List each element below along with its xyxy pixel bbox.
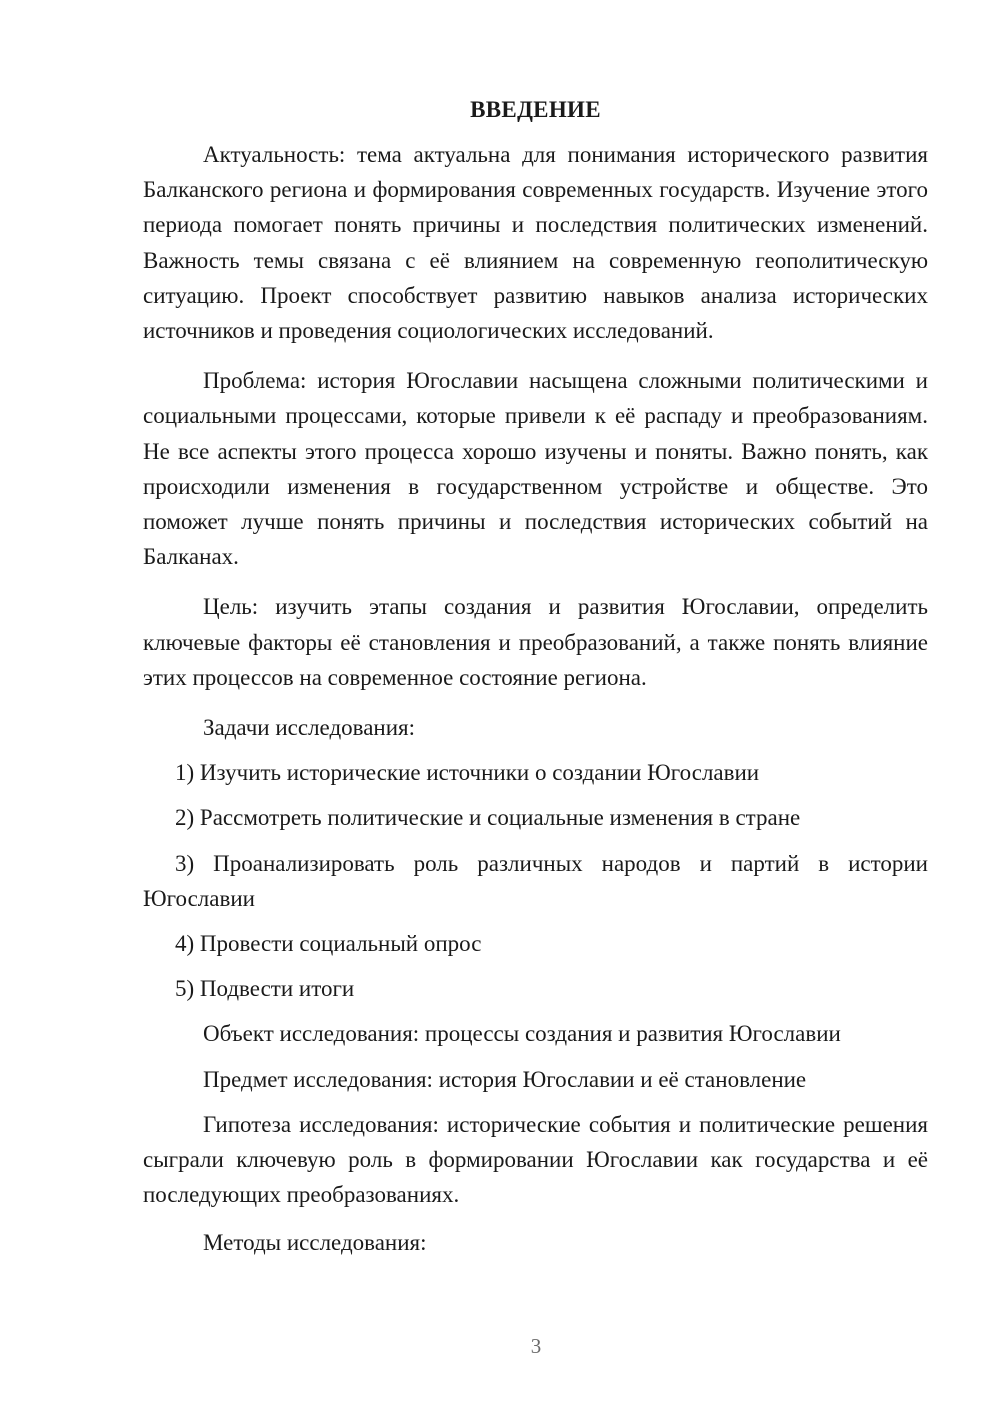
research-object: Объект исследования: процессы создания и развития Югославии [203,1021,841,1047]
hypothesis-paragraph: Гипотеза исследования: исторические события и политические решения сыграли ключевую роль в формировании Югославии как государства и её последующих преобразованиях. [143,1111,928,1208]
problem-paragraph: Проблема: история Югославии насыщена сложными политическими и социальными процессами, которые привели к её распаду и преобразованиям. Не все аспекты этого процесса хорошо изучены и поняты. Важно понять, как происходили изменения в государственном устройстве и обществе. Это поможет лучше понять причины и последствия исторических событий на Балканах. [143,368,928,570]
list-item: 1) Изучить исторические источники о создании Югославии [175,760,760,786]
page-title: ВВЕДЕНИЕ [470,97,601,122]
list-item: 5) Подвести итоги [175,976,355,1002]
page-number: 3 [530,1334,542,1358]
goal-paragraph: Цель: изучить этапы создания и развития Югославии, определить ключевые факторы её становления и преобразований, а также понять влияние этих процессов на современное состояние региона. [143,594,928,690]
tasks-title: Задачи исследования: [203,715,416,741]
methods-title: Методы исследования: [203,1230,427,1256]
list-item: 4) Провести социальный опрос [175,931,482,957]
tasks-list [143,755,928,1006]
list-item: 3) Проанализировать роль различных народов и партий в истории Югославии [143,850,928,911]
research-subject: Предмет исследования: история Югославии и её становление [203,1066,807,1092]
document-page [143,92,928,1271]
list-item: 2) Рассмотреть политические и социальные изменения в стране [175,805,801,831]
relevance-paragraph: Актуальность: тема актуальна для понимания исторического развития Балканского региона и формирования современных государств. Изучение этого периода помогает понять причины и последствия политических изменений. Важность темы связана с её влиянием на современную геополитическую ситуацию. Проект способствует развитию навыков анализа исторических источников и проведения социологических исследований. [143,142,928,344]
